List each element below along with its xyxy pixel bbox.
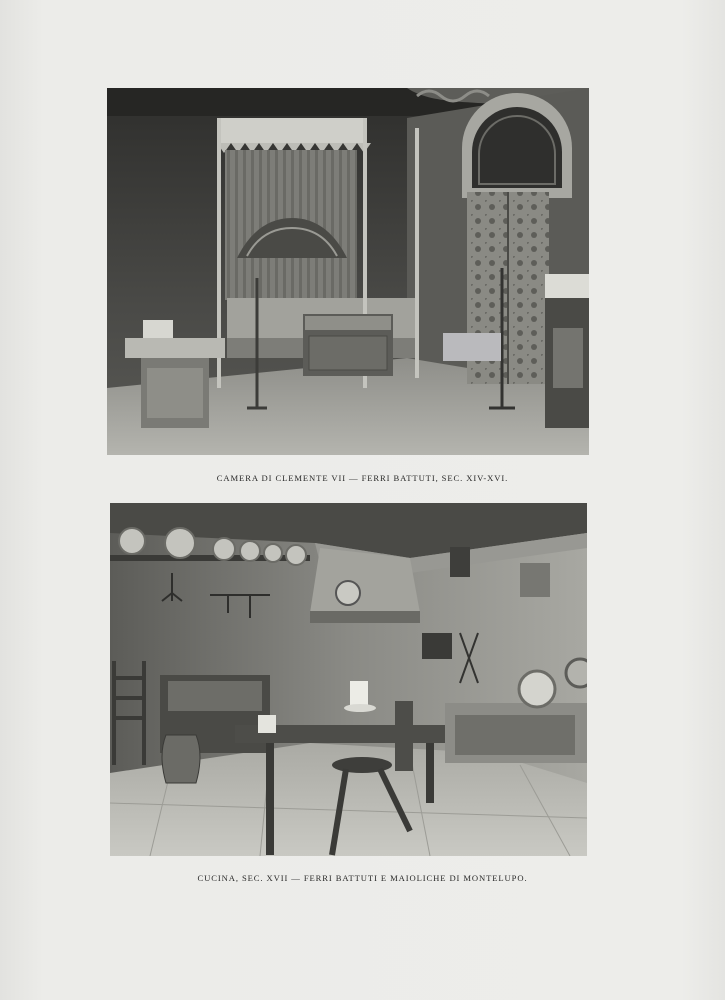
bedchamber-photograph bbox=[107, 88, 589, 455]
kitchen-scene bbox=[110, 503, 587, 856]
plate-caption-2: CUCINA, SEC. XVII — FERRI BATTUTI E MAIOLICHE DI MONTELUPO. bbox=[197, 873, 528, 883]
plate-caption-1: CAMERA DI CLEMENTE VII — FERRI BATTUTI, SEC. XIV-XVI. bbox=[216, 473, 509, 483]
kitchen-photograph bbox=[110, 503, 587, 856]
bedchamber-scene bbox=[107, 88, 589, 455]
